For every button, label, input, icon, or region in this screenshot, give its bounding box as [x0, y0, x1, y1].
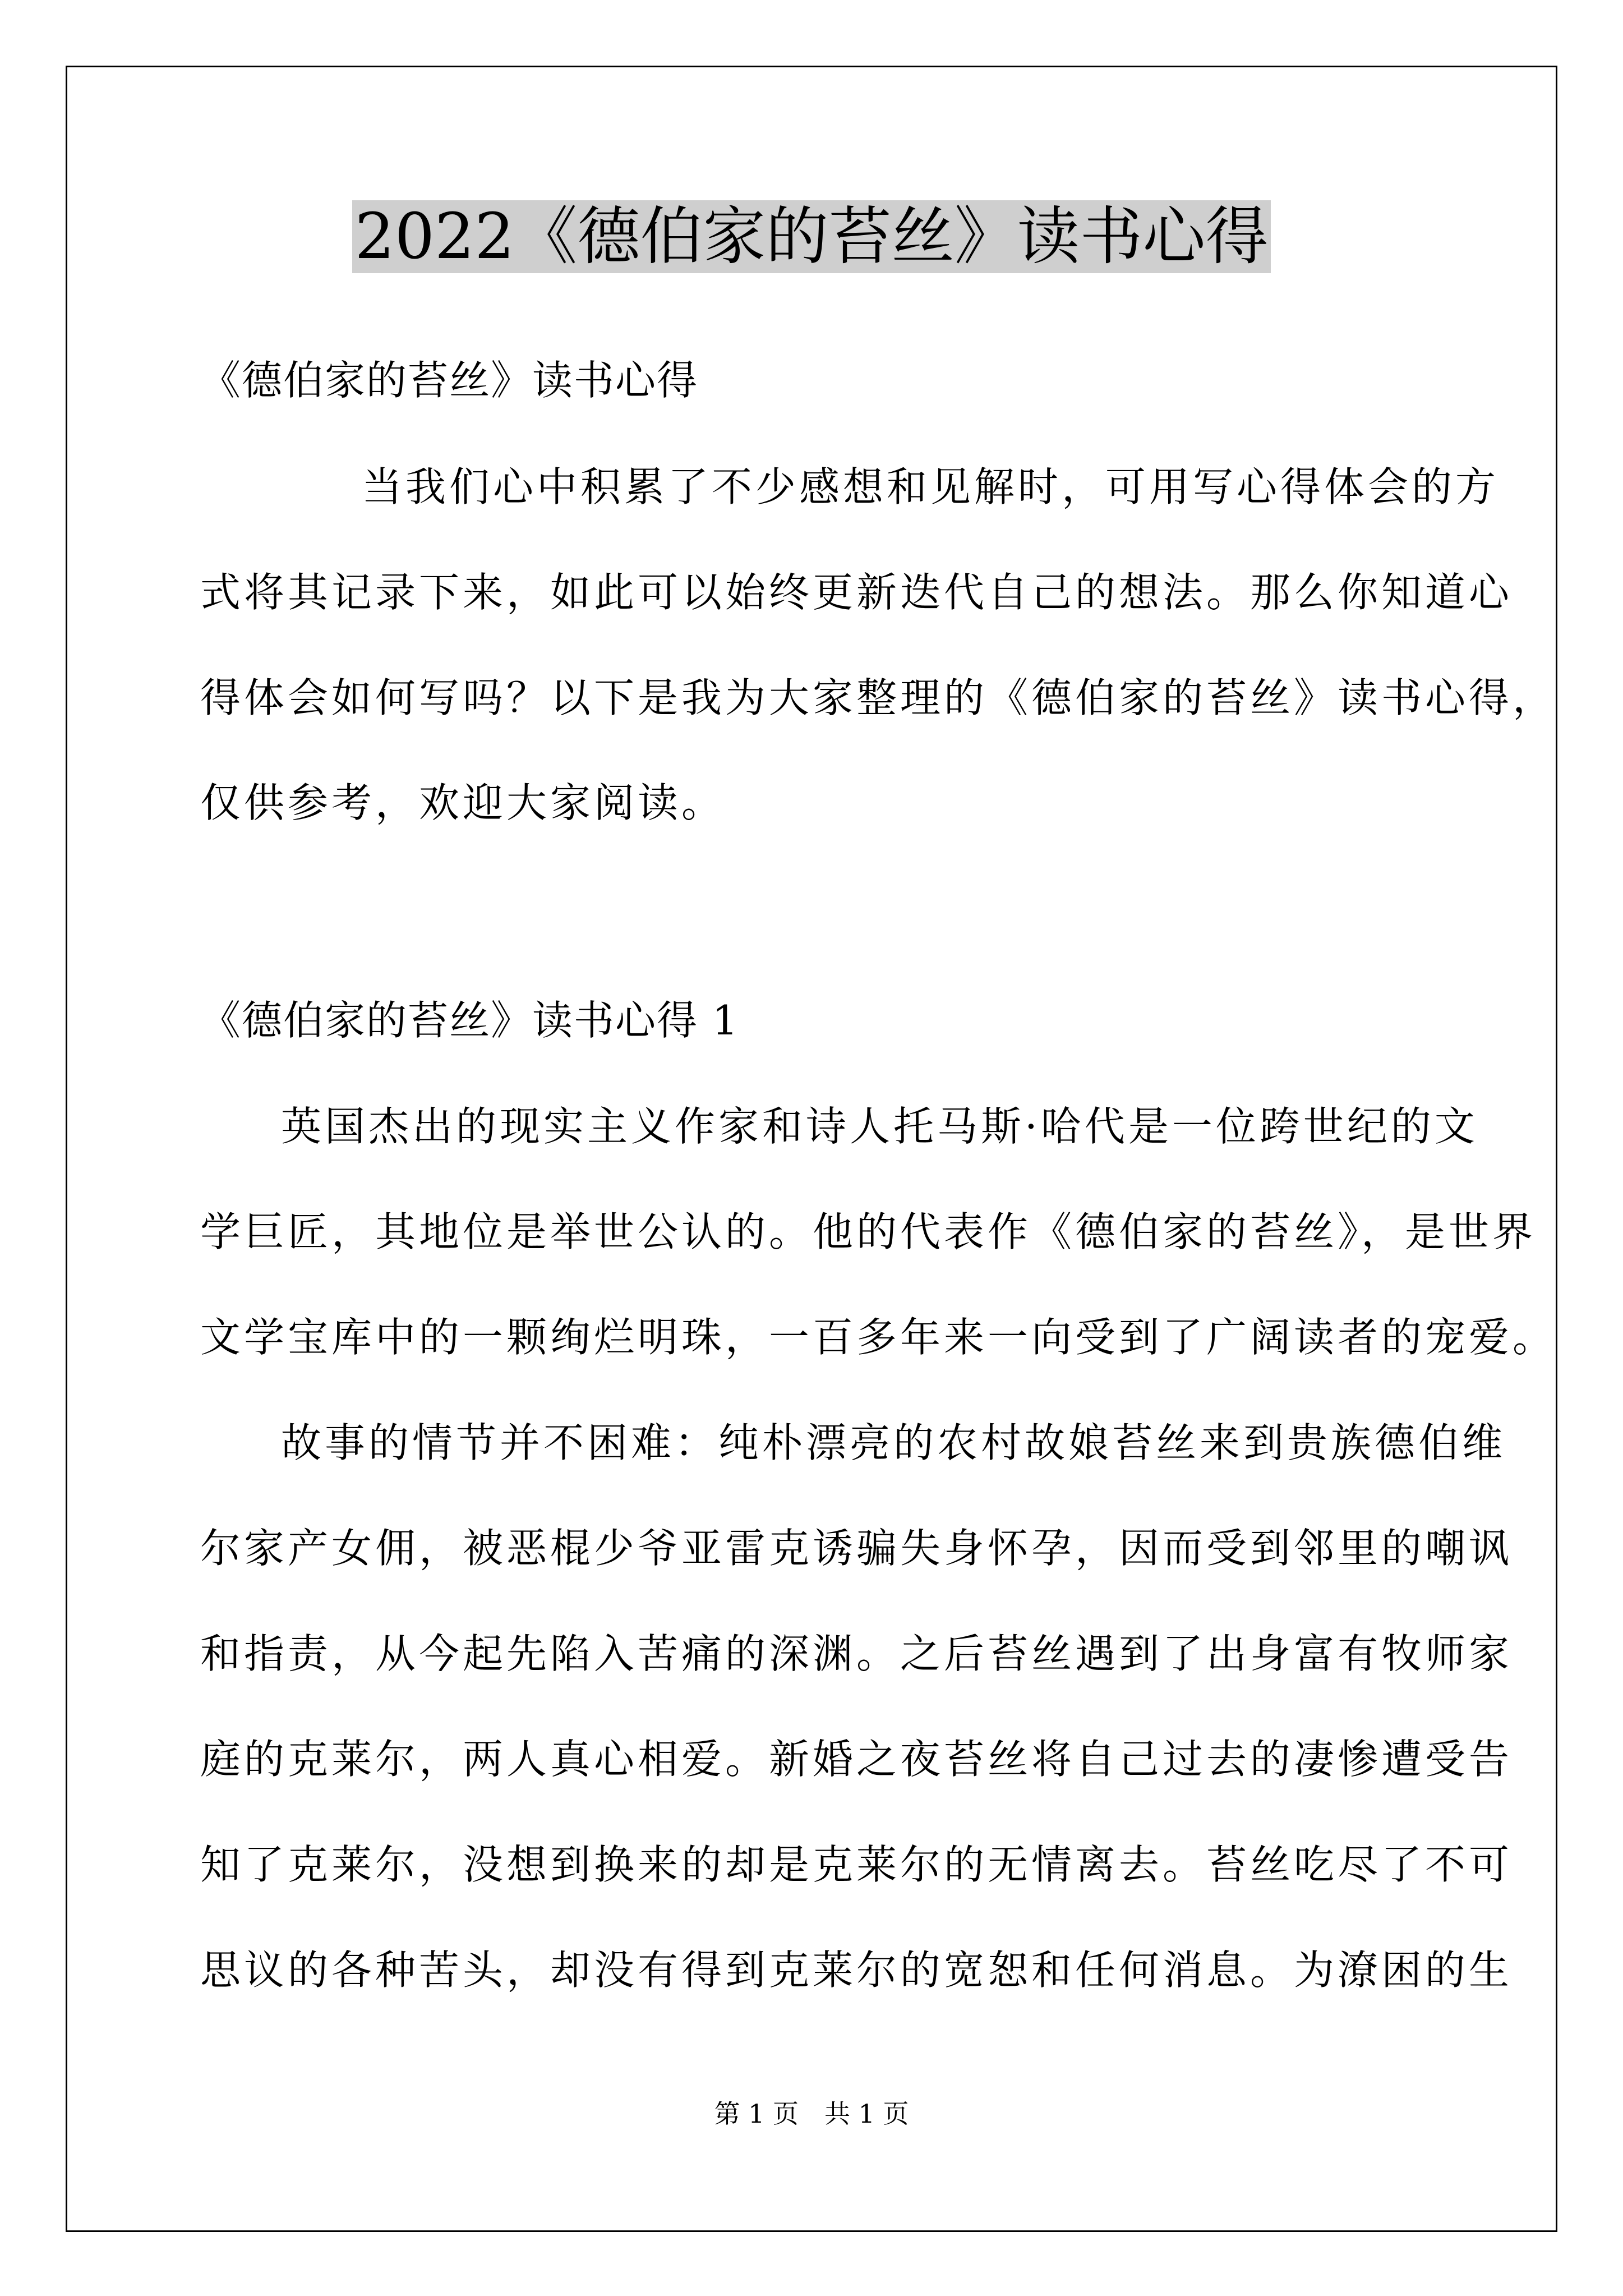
section-heading: 《德伯家的苔丝》读书心得 1: [200, 997, 739, 1044]
body-line-4: 故事的情节并不困难：纯朴漂亮的农村故娘苔丝来到贵族德伯维: [281, 1419, 1506, 1466]
body-line-7: 庭的克莱尔，两人真心相爱。新婚之夜苔丝将自己过去的凄惨遭受告: [200, 1736, 1513, 1783]
subtitle: 《德伯家的苔丝》读书心得: [200, 357, 699, 404]
body-line-2: 学巨匠，其地位是举世公认的。他的代表作《德伯家的苔丝》，是世界: [200, 1208, 1537, 1255]
document-title: [0, 197, 1623, 276]
body-line-9: 思议的各种苦头，却没有得到克莱尔的宽恕和任何消息。为潦困的生: [200, 1947, 1513, 1994]
title-text: 2022《德伯家的苔丝》读书心得: [352, 200, 1270, 273]
page-footer: 第 1 页 共 1 页: [714, 2099, 909, 2129]
body-line-5: 尔家产女佣，被恶棍少爷亚雷克诱骗失身怀孕，因而受到邻里的嘲讽: [200, 1525, 1513, 1572]
intro-line-1: 当我们心中积累了不少感想和见解时，可用写心得体会的方: [362, 463, 1500, 510]
body-line-1: 英国杰出的现实主义作家和诗人托马斯·哈代是一位跨世纪的文: [281, 1103, 1478, 1150]
intro-line-2: 式将其记录下来，如此可以始终更新迭代自己的想法。那么你知道心: [200, 569, 1513, 616]
body-line-8: 知了克莱尔，没想到换来的却是克莱尔的无情离去。苔丝吃尽了不可: [200, 1841, 1513, 1888]
intro-line-4: 仅供参考，欢迎大家阅读。: [200, 779, 726, 826]
intro-line-3: 得体会如何写吗？以下是我为大家整理的《德伯家的苔丝》读书心得，: [200, 674, 1557, 721]
body-line-3: 文学宝库中的一颗绚烂明珠，一百多年来一向受到了广阔读者的宠爱。: [200, 1314, 1557, 1361]
body-line-6: 和指责，从今起先陷入苦痛的深渊。之后苔丝遇到了出身富有牧师家: [200, 1630, 1513, 1677]
